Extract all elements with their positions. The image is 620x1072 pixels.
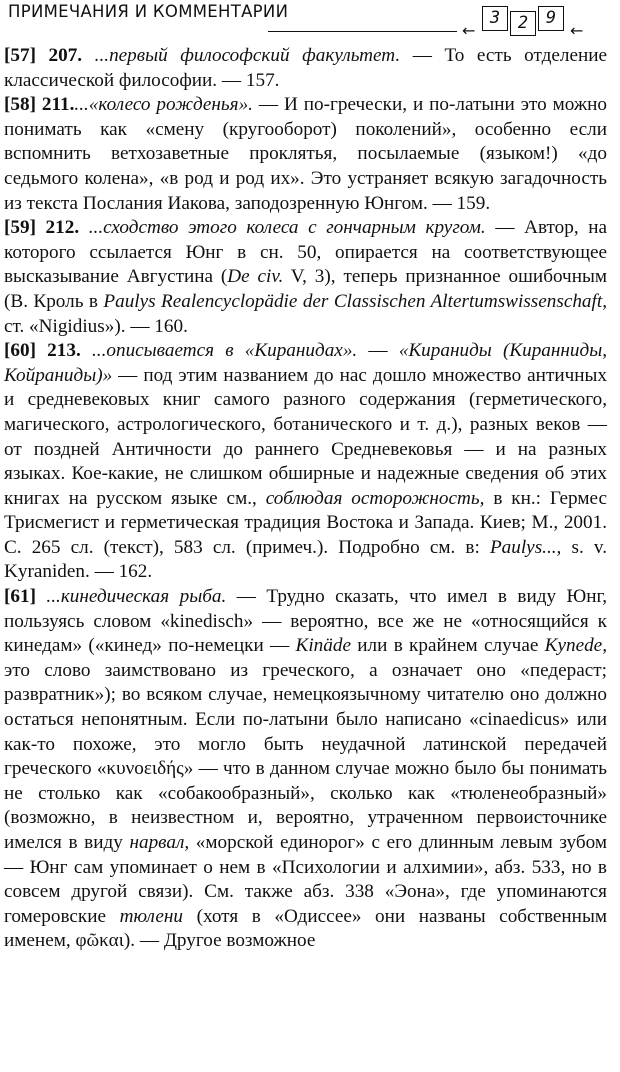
- note-text: —: [357, 340, 399, 362]
- note-lemma: ...сходство этого колеса с гончарным кругом.: [88, 217, 486, 239]
- note-text: — То есть отделение классической философии. — 157.: [4, 45, 608, 91]
- note-text: это слово заимствовано из греческого, а означает оно «педераст; развратник»); во всяком случае, немецкоязычному читателю оно должно остаться непонятным. Если по-латыни было написано «cinaedicus» или как-то похоже, это могло быть неудачной латинской передачей греческого «κυνοειδής» — что в данном случае можно было бы понимать не столько как «собакообразный», сколько как «тюленеобразный» (возможно, в неизвестном и, вероятно, утраченном первоисточнике имелся в виду: [4, 659, 607, 853]
- note-italic: соблюдая осторожность,: [265, 487, 485, 509]
- note-text: (хотя в «Одиссее» они названы собственным именем, φῶκαι). — Другое возможное: [4, 905, 607, 952]
- right-arrow-icon: ←: [570, 21, 584, 40]
- note-60: [4, 339, 607, 585]
- note-text: — Трудно сказать, что имел в виду Юнг, пользуясь словом «kinedisch» — вероятно, все же не «относящийся к кинедам» («кинед» по-немецки —: [4, 586, 608, 657]
- notes-body: [4, 44, 607, 954]
- note-lemma: ...первый философский факультет.: [94, 45, 401, 66]
- note-italic: нарвал,: [129, 832, 190, 853]
- page-number-digit: 9: [538, 6, 564, 31]
- note-text: или в крайнем случае: [350, 635, 545, 657]
- note-59: [4, 216, 607, 339]
- note-text: — И по-гречески, и по-латыни это можно понимать как «смену (кругооборот) поколений», особенно если вспомнить ветхозаветные проклятья, посылаемые (языком!) «до седьмого колена», «в род и род их». Это устраняет всякую загадочность из текста Послания Иакова, заподозренную Юнгом. — 159.: [4, 94, 607, 214]
- page-number-digit: 2: [510, 11, 536, 36]
- note-number: [61]: [4, 586, 36, 608]
- note-text: — Автор, на которого ссылается Юнг в сн. 50, опирается на соответствующее высказывание Августина (: [4, 217, 608, 288]
- note-text: — под этим названием до нас дошло множество античных и средневековых книг самого разного содержания (герметического, магического, астрологического, ботанического и т. д.), разных веков — от поздней Античности до раннего Средневековья — и на разных языках. Кое-какие, не слишком обширные и надежные сведения об этих книгах на русском языке см.,: [4, 364, 607, 509]
- note-text: V, 3), теперь признанное ошибочным (В. Кроль в: [4, 266, 607, 312]
- note-58: [4, 93, 607, 216]
- note-text: ст. «Nigidius»). — 160.: [4, 315, 188, 337]
- note-text: в кн.: Гермес Трисмегист и герметическая традиция Востока и Запада. Киев; М., 2001. С. 265 сл. (текст), 583 сл. (примеч.). Подробно см. в:: [4, 487, 608, 558]
- note-italic: Paulys...,: [489, 536, 562, 558]
- note-italic: Kinäde: [295, 635, 351, 657]
- note-italic: Paulys Realencyclopädie der Classischen Altertumswissenschaft,: [103, 290, 607, 312]
- note-number: [58] 211.: [4, 94, 75, 116]
- note-lemma: ...«колесо рожденья».: [74, 94, 253, 116]
- left-arrow-icon: ←: [462, 21, 476, 40]
- note-lemma: ...описывается в «Киранидах».: [91, 340, 358, 362]
- running-title: ПРИМЕЧАНИЯ И КОММЕНТАРИИ: [8, 2, 289, 21]
- note-number: [57] 207.: [4, 45, 83, 66]
- note-italic: Kynede,: [544, 635, 607, 657]
- page-number-digit: 3: [482, 6, 508, 31]
- note-italic: De civ.: [227, 266, 284, 288]
- note-number: [60] 213.: [4, 340, 81, 362]
- note-text: s. v. Kyraniden. — 162.: [4, 536, 607, 583]
- note-number: [59] 212.: [4, 217, 80, 239]
- note-lemma: ...кинедическая рыба.: [46, 586, 227, 608]
- header-rule: [268, 31, 457, 32]
- note-text: «морской единорог» с его длинным левым зубом — Юнг сам упоминает о нем в «Психологии и алхимии», абз. 533, но в совсем другой связи). См. также абз. 338 «Эона», где упоминаются гомеровские: [4, 832, 607, 927]
- note-italic: «Кираниды (Киранниды, Койраниды)»: [4, 340, 608, 386]
- note-italic: тюлени: [119, 905, 184, 927]
- note-61: [4, 585, 607, 954]
- page-number: [482, 6, 564, 36]
- page-header: [4, 0, 607, 44]
- note-57: [4, 44, 607, 93]
